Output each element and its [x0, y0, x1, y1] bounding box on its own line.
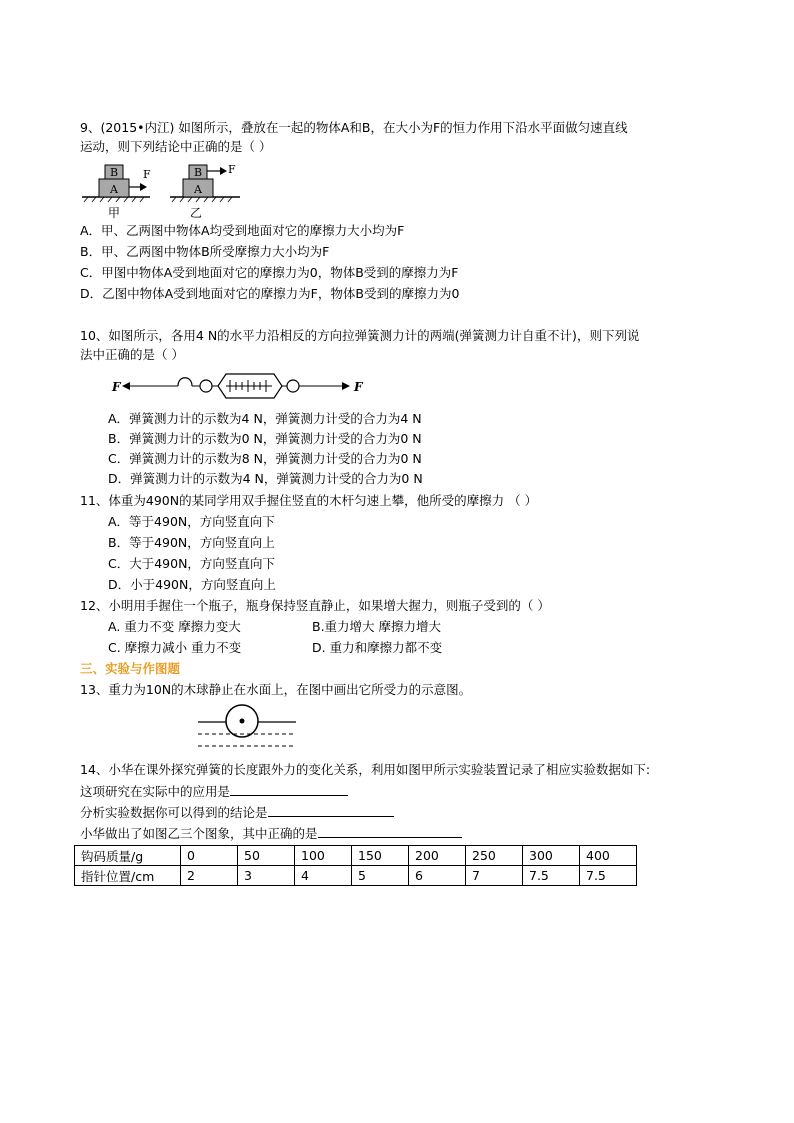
- block-b-label-yi: B: [193, 166, 203, 179]
- q9-option-c: C．甲图中物体A受到地面对它的摩擦力为0，物体B受到的摩擦力为F: [80, 265, 459, 280]
- table-cell: 0: [181, 846, 238, 866]
- table-cell: 7.5: [523, 866, 580, 886]
- q9-option-b: B．甲、乙两图中物体B所受摩擦力大小均为F: [80, 244, 330, 259]
- table-cell: 7: [466, 866, 523, 886]
- table-cell: 4: [295, 866, 352, 886]
- label-yi: 乙: [190, 206, 203, 220]
- spring-scale-figure: [110, 372, 370, 400]
- table-cell: 3: [238, 866, 295, 886]
- left-force-label: F: [112, 380, 121, 394]
- q9-option-a: A．甲、乙两图中物体A均受到地面对它的摩擦力大小均为F: [80, 223, 405, 238]
- row1-header: 钩码质量/g: [75, 846, 181, 866]
- q12-option-d: D. 重力和摩擦力都不变: [312, 640, 443, 655]
- q10-option-d: D．弹簧测力计的示数为4 N，弹簧测力计受的合力为0 N: [108, 471, 423, 486]
- table-cell: 6: [409, 866, 466, 886]
- right-force-label: F: [354, 380, 363, 394]
- table-cell: 250: [466, 846, 523, 866]
- q11-option-b: B．等于490N，方向竖直向上: [108, 535, 275, 550]
- q11-option-c: C．大于490N，方向竖直向下: [108, 556, 275, 571]
- table-cell: 7.5: [580, 866, 637, 886]
- block-a-label-jia: A: [110, 183, 118, 196]
- answer-blank-1[interactable]: [230, 783, 348, 796]
- q10-stem-line1: 10、如图所示，各用4 N的水平力沿相反的方向拉弹簧测力计的两端(弹簧测力计自重不计)，则下列说: [80, 328, 640, 343]
- q14-line3: [80, 825, 462, 842]
- force-label-yi: F: [228, 163, 236, 176]
- table-cell: 150: [352, 846, 409, 866]
- q13-stem: 13、重力为10N的木球静止在水面上，在图中画出它所受力的示意图。: [80, 682, 472, 697]
- block-a-label-yi: A: [194, 183, 202, 196]
- q11-stem: 11、体重为490N的某同学用双手握住竖直的木杆匀速上攀，他所受的摩擦力 （ ）: [80, 493, 538, 508]
- q9-option-d: D．乙图中物体A受到地面对它的摩擦力为F，物体B受到的摩擦力为0: [80, 286, 460, 301]
- answer-blank-3[interactable]: [318, 825, 462, 838]
- q9-stem-line2: 运动，则下列结论中正确的是（ ）: [80, 139, 272, 154]
- q9-stem-line1: 9、(2015•内江) 如图所示，叠放在一起的物体A和B，在大小为F的恒力作用下沿水平面做匀速直线: [80, 120, 628, 135]
- answer-blank-2[interactable]: [268, 804, 394, 817]
- block-b-label-jia: B: [109, 166, 119, 179]
- table-cell: 5: [352, 866, 409, 886]
- q10-option-b: B．弹簧测力计的示数为0 N，弹簧测力计受的合力为0 N: [108, 431, 422, 446]
- label-jia: 甲: [108, 206, 121, 220]
- table-cell: 100: [295, 846, 352, 866]
- q10-stem-line2: 法中正确的是（ ）: [80, 347, 184, 362]
- q14-line2: [80, 804, 394, 821]
- row2-header: 指针位置/cm: [75, 866, 181, 886]
- q12-option-a: A. 重力不变 摩擦力变大: [108, 619, 241, 634]
- table-row: [75, 846, 637, 866]
- q10-option-c: C．弹簧测力计的示数为8 N，弹簧测力计受的合力为0 N: [108, 451, 422, 466]
- floating-ball-figure: [196, 700, 300, 756]
- q12-stem: 12、小明用手握住一个瓶子，瓶身保持竖直静止，如果增大握力，则瓶子受到的（ ）: [80, 598, 550, 613]
- q14-line2-text: 分析实验数据你可以得到的结论是: [80, 805, 268, 820]
- table-cell: 50: [238, 846, 295, 866]
- data-table: [74, 845, 637, 886]
- table-cell: 400: [580, 846, 637, 866]
- table-cell: 2: [181, 866, 238, 886]
- table-cell: 300: [523, 846, 580, 866]
- q9-figure: [80, 160, 260, 220]
- q14-stem: 14、小华在课外探究弹簧的长度跟外力的变化关系，利用如图甲所示实验装置记录了相应实验数据如下:: [80, 762, 651, 777]
- q12-option-c: C. 摩擦力减小 重力不变: [108, 640, 242, 655]
- q11-option-d: D．小于490N，方向竖直向上: [108, 577, 276, 592]
- table-row: [75, 866, 637, 886]
- force-label-jia: F: [143, 168, 151, 181]
- ball-center-dot: [240, 719, 245, 724]
- table-cell: 200: [409, 846, 466, 866]
- section-title: 三、实验与作图题: [80, 661, 181, 676]
- q14-line1: [80, 783, 348, 800]
- q10-option-a: A．弹簧测力计的示数为4 N，弹簧测力计受的合力为4 N: [108, 411, 422, 426]
- q14-line3-text: 小华做出了如图乙三个图象，其中正确的是: [80, 826, 318, 841]
- q11-option-a: A．等于490N，方向竖直向下: [108, 514, 275, 529]
- q12-option-b: B.重力增大 摩擦力增大: [312, 619, 442, 634]
- q14-line1-text: 这项研究在实际中的应用是: [80, 784, 231, 799]
